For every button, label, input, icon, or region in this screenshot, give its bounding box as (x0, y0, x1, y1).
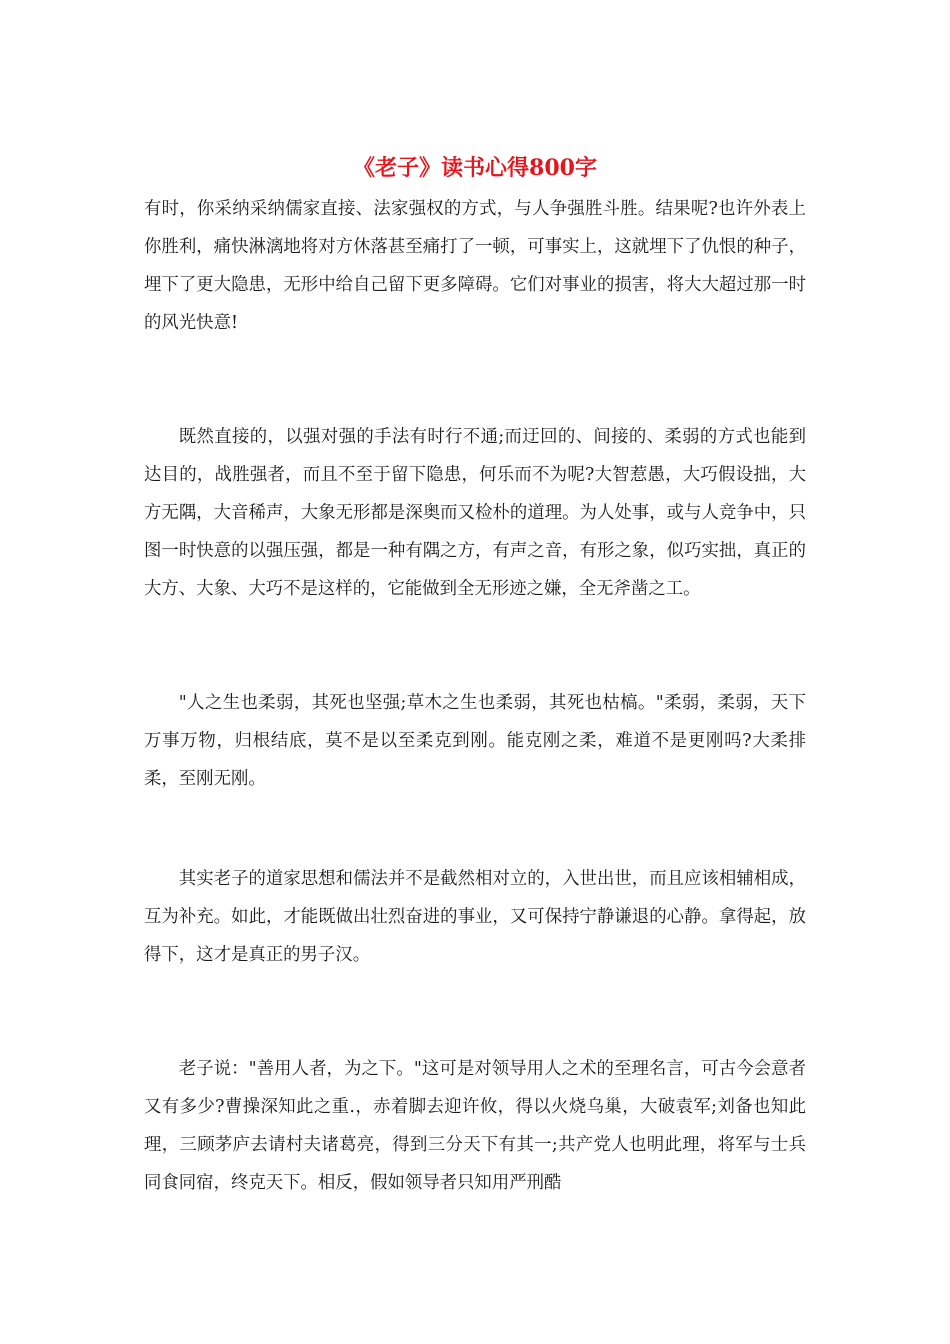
document-body (144, 190, 806, 1202)
paragraph-spacer (144, 342, 806, 418)
paragraph-spacer (144, 608, 806, 684)
paragraph-5: 老子说："善用人者，为之下。"这可是对领导用人之术的至理名言，可古今会意者又有多少?曹操深知此之重.，赤着脚去迎许攸，得以火烧乌巢，大破袁军;刘备也知此理，三顾茅庐去请村夫诸葛亮，得到三分天下有其一;共产党人也明此理，将军与士兵同食同宿，终克天下。相反，假如领导者只知用严刑酷 (144, 1059, 806, 1193)
paragraph-3: "人之生也柔弱，其死也坚强;草木之生也柔弱，其死也枯槁。"柔弱，柔弱，天下万事万物，归根结底，莫不是以至柔克到刚。能克刚之柔，难道不是更刚吗?大柔排柔，至刚无刚。 (144, 693, 806, 789)
paragraph-1: 有时，你采纳采纳儒家直接、法家强权的方式，与人争强胜斗胜。结果呢?也许外表上你胜利，痛快淋漓地将对方休落甚至痛打了一顿，可事实上，这就埋下了仇恨的种子，埋下了更大隐患，无形中给自己留下更多障碍。它们对事业的损害，将大大超过那一时的风光快意! (144, 199, 806, 333)
document-title: 《老子》读书心得800字 (353, 155, 597, 181)
paragraph-4: 其实老子的道家思想和儒法并不是截然相对立的，入世出世，而且应该相辅相成，互为补充。如此，才能既做出壮烈奋进的事业，又可保持宁静谦退的心静。拿得起，放得下，这才是真正的男子汉。 (144, 869, 806, 965)
paragraph-2: 既然直接的，以强对强的手法有时行不通;而迂回的、间接的、柔弱的方式也能到达目的，战胜强者，而且不至于留下隐患，何乐而不为呢?大智惹愚，大巧假设拙，大方无隅，大音稀声，大象无形都是深奥而又检朴的道理。为人处事，或与人竞争中，只图一时快意的以强压强，都是一种有隅之方，有声之音，有形之象，似巧实拙，真正的大方、大象、大巧不是这样的，它能做到全无形迹之嫌，全无斧凿之工。 (144, 427, 806, 599)
paragraph-spacer (144, 974, 806, 1050)
paragraph-spacer (144, 798, 806, 860)
